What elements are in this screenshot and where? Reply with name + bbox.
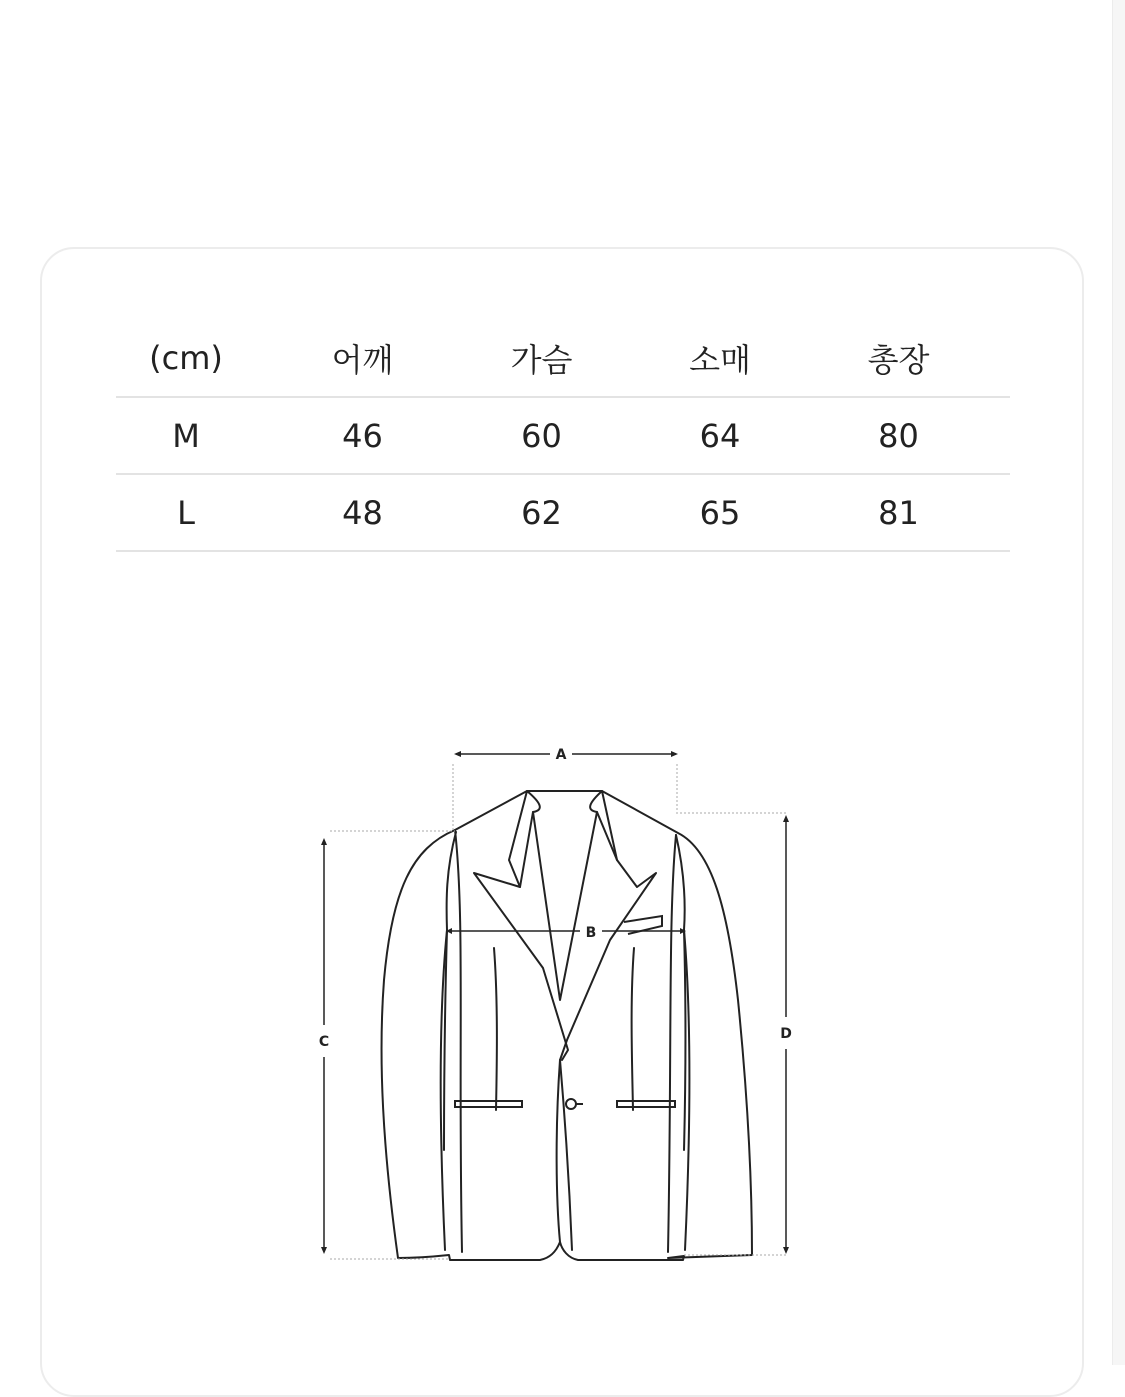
length-value: 80 [878, 416, 919, 455]
shoulder-value: 46 [342, 416, 383, 455]
right-side-seam [668, 835, 676, 1252]
header-chest: 가슴 [510, 341, 573, 379]
jacket-outline [382, 791, 752, 1260]
table-header-row [116, 320, 1010, 398]
jacket-measurement-diagram [300, 735, 820, 1275]
chest-value: 60 [521, 416, 562, 455]
front-edge-left [557, 1060, 560, 1242]
dimension-b-label: B [585, 925, 597, 941]
button [566, 1099, 576, 1109]
dimension-c-label: C [318, 1034, 330, 1050]
shoulder-value: 48 [342, 493, 383, 532]
left-side-seam [455, 830, 462, 1252]
front-edge [560, 1060, 572, 1250]
left-dart [494, 948, 497, 1110]
dimension-a-label: A [555, 747, 567, 763]
length-value: 81 [878, 493, 919, 532]
header-unit: (cm) [149, 339, 223, 377]
left-lapel [474, 791, 568, 1060]
size-label: L [177, 493, 195, 532]
right-dart [632, 948, 634, 1110]
chest-value: 62 [521, 493, 562, 532]
size-table [116, 320, 1010, 552]
header-shoulder: 어깨 [331, 341, 394, 379]
table-row [116, 475, 1010, 552]
table-row [116, 398, 1010, 475]
right-armhole [676, 835, 686, 1150]
center-front [533, 812, 597, 1000]
dimension-d-label: D [780, 1026, 792, 1042]
sleeve-value: 64 [699, 416, 741, 455]
left-pocket [455, 1101, 522, 1107]
sleeve-value: 65 [699, 493, 741, 532]
size-label: M [172, 416, 200, 455]
right-pocket [617, 1101, 675, 1107]
header-sleeve: 소매 [689, 341, 751, 379]
header-length: 총장 [867, 341, 930, 379]
scrollbar-track [1112, 0, 1125, 1365]
